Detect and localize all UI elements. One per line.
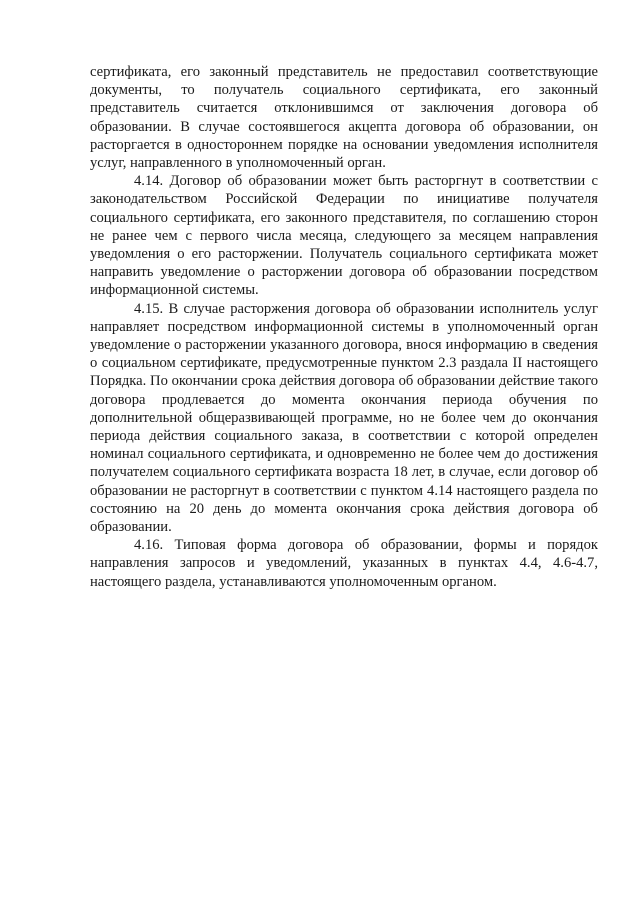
paragraph-4-16: 4.16. Типовая форма договора об образовании, формы и порядок направления запросов и уведомлений, указанных в пунктах 4.4, 4.6-4.7, настоящего раздела, устанавливаются уполномоченным органом.	[90, 537, 598, 590]
document-body	[90, 63, 598, 591]
paragraph-4-14: 4.14. Договор об образовании может быть расторгнут в соответствии с законодательством Российской Федерации по инициативе получателя социального сертификата, его законного представителя, по соглашению сторон не ранее чем с первого числа месяца, следующего за месяцем направления уведомления о его расторжении. Получатель социального сертификата может направить уведомление о расторжении договора об образовании посредством информационной системы.	[90, 173, 598, 299]
paragraph-continuation: сертификата, его законный представитель не предоставил соответствующие документы, то получатель социального сертификата, его законный представитель считается отклонившимся от заключения договора об образовании. В случае состоявшегося акцепта договора об образовании, он расторгается в одностороннем порядке на основании уведомления исполнителя услуг, направленного в уполномоченный орган.	[90, 64, 598, 172]
paragraph-4-15: 4.15. В случае расторжения договора об образовании исполнитель услуг направляет посредством информационной системы в уполномоченный орган уведомление о расторжении указанного договора, внося информацию в сведения о социальном сертификате, предусмотренные пунктом 2.3 раздала II настоящего Порядка. По окончании срока действия договора об образовании действие такого договора продлевается до момента окончания периода обучения по дополнительной общеразвивающей программе, но не более чем до окончания периода действия социального заказа, в соответствии с которой определен номинал социального сертификата, и одновременно не более чем до достижения получателем социального сертификата возраста 18 лет, в случае, если договор об образовании не расторгнут в соответствии с пунктом 4.14 настоящего раздела по состоянию на 20 день до момента окончания срока действия договора об образовании.	[90, 300, 598, 536]
